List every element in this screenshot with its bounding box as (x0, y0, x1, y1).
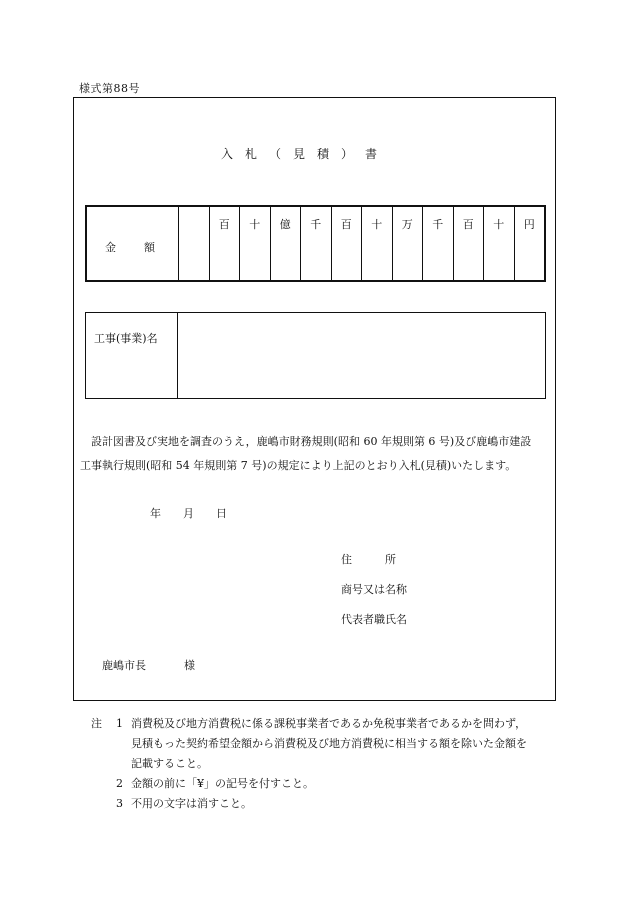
amount-label: 金 額 (105, 241, 155, 254)
project-name-box (85, 312, 546, 399)
signature-block (341, 551, 407, 641)
date-row[interactable] (150, 505, 227, 521)
digit-cell[interactable]: 千 (301, 207, 332, 280)
title-char: 書 (364, 147, 377, 161)
project-name-field[interactable] (178, 313, 545, 398)
note-item (91, 794, 561, 814)
addressee-honorific: 様 (184, 659, 195, 672)
note-text: 記載すること。 (131, 757, 208, 770)
amount-label-cell (87, 207, 179, 280)
document-title (215, 145, 383, 162)
addressee-name: 鹿嶋市長 (102, 659, 146, 672)
notes-prefix: 注 (91, 717, 102, 730)
title-char: 札 (244, 147, 257, 161)
representative-label[interactable]: 代表者職氏名 (341, 613, 407, 626)
title-char: （ (268, 147, 281, 161)
digit-cell[interactable]: 百 (332, 207, 363, 280)
note-text: 消費税及び地方消費税に係る課税事業者であるか免税事業者であるかを問わず， (131, 717, 527, 730)
note-text: 金額の前に「¥」の記号を付すこと。 (131, 777, 314, 790)
form-frame (73, 97, 556, 701)
digit-cell[interactable]: 百 (454, 207, 485, 280)
address-label[interactable]: 住 所 (341, 553, 396, 566)
digit-cell[interactable]: 百 (210, 207, 241, 280)
date-day-label: 日 (216, 507, 227, 520)
digit-cell[interactable]: 十 (484, 207, 515, 280)
note-text: 不用の文字は消すこと。 (131, 797, 252, 810)
notes-section (91, 714, 561, 814)
declaration-line: 設計図書及び実地を調査のうえ，鹿嶋市財務規則(昭和 60 年規則第 6 号)及び鹿嶋市建設 (80, 435, 532, 448)
note-item (91, 774, 561, 794)
title-char: 積 (316, 147, 329, 161)
digit-cell-blank[interactable] (179, 207, 210, 280)
date-year-label: 年 (150, 507, 161, 520)
form-number: 様式第88号 (79, 82, 140, 95)
digit-cell[interactable]: 円 (523, 218, 535, 231)
title-char: ） (340, 147, 353, 161)
declaration-text (80, 430, 550, 478)
note-item (91, 714, 561, 734)
title-char: 入 (220, 147, 233, 161)
declaration-line: 工事執行規則(昭和 54 年規則第 7 号)の規定により上記のとおり入札(見積)いたします。 (80, 459, 517, 472)
note-number: 3 (116, 797, 123, 810)
amount-table (85, 205, 546, 282)
digit-cell[interactable]: 万 (393, 207, 424, 280)
digit-cell[interactable]: 億 (271, 207, 302, 280)
title-char: 見 (292, 147, 305, 161)
addressee (102, 657, 195, 673)
digit-cell[interactable]: 十 (240, 207, 271, 280)
note-number: 1 (116, 717, 123, 730)
digit-cell[interactable]: 十 (362, 207, 393, 280)
note-number: 2 (116, 777, 123, 790)
project-name-label: 工事(事業)名 (86, 313, 178, 398)
company-label[interactable]: 商号又は名称 (341, 583, 407, 596)
date-month-label: 月 (183, 507, 194, 520)
digit-cell[interactable]: 千 (423, 207, 454, 280)
note-text: 見積もった契約希望金額から消費税及び地方消費税に相当する額を除いた金額を (131, 737, 527, 750)
